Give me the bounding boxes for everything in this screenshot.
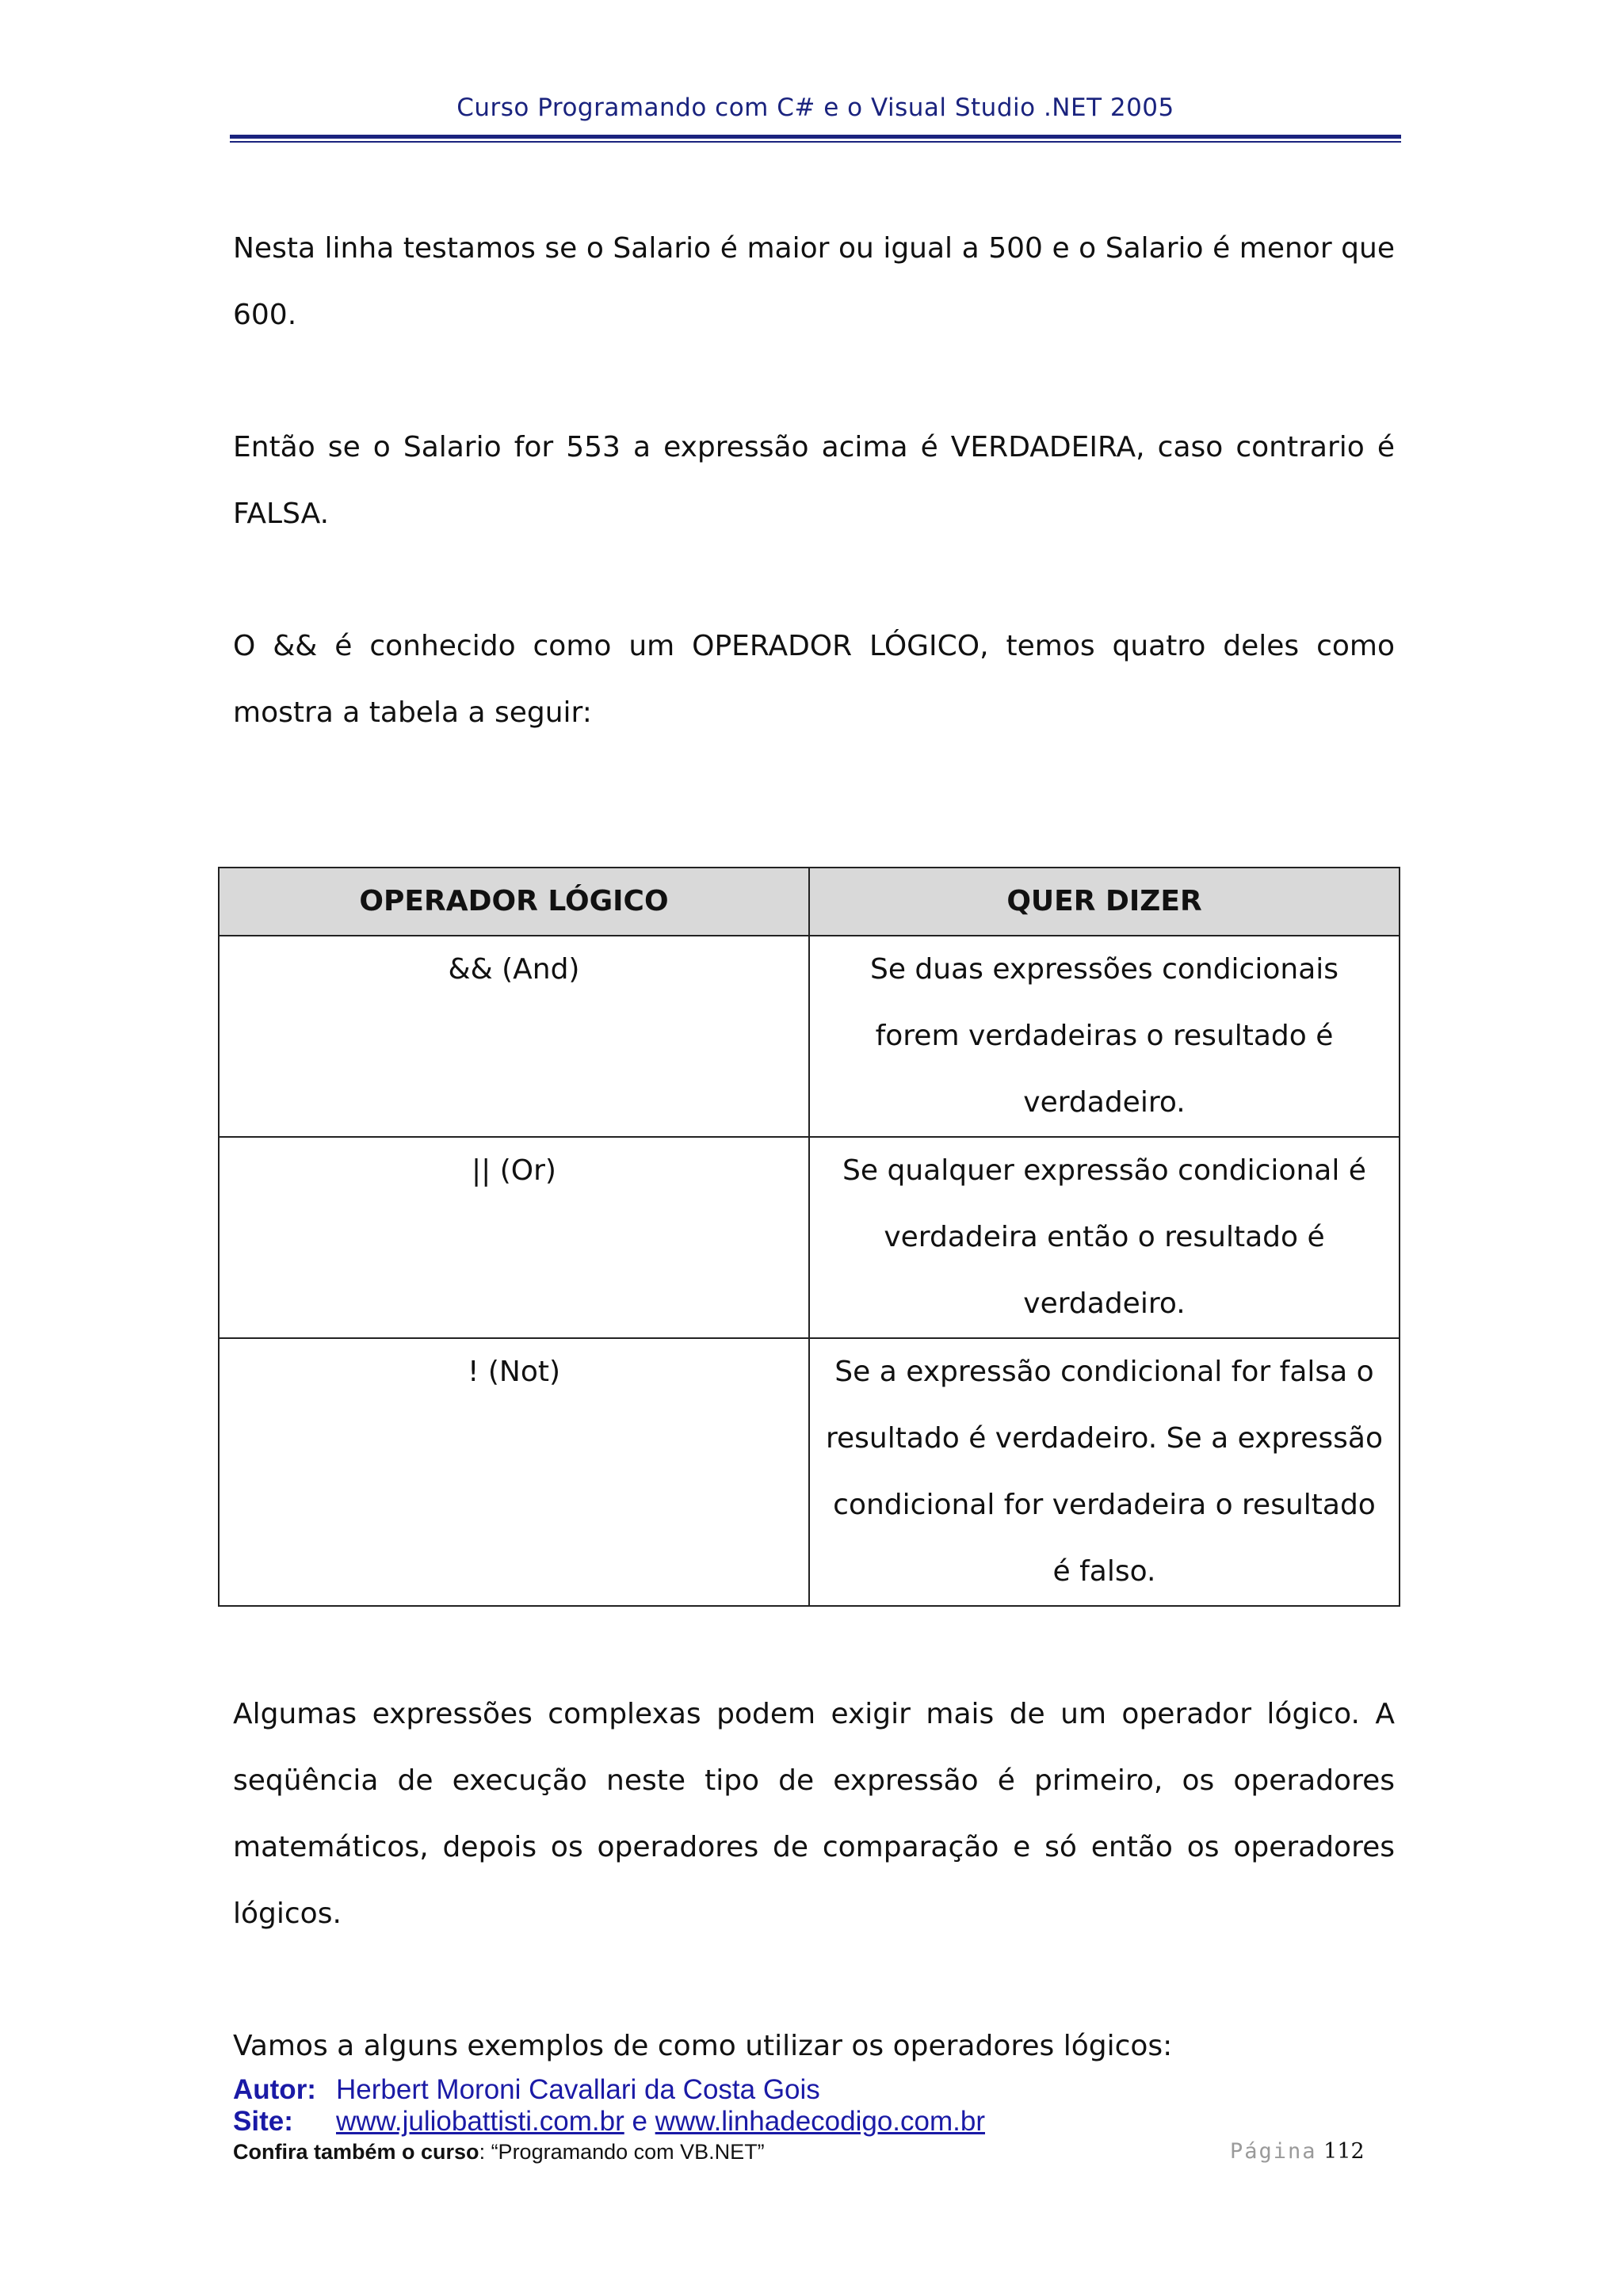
paragraph-evaluation-order: Algumas expressões complexas podem exigir mais de um operador lógico. A seqüência de execução neste tipo de expressão é primeiro, os operadores matemáticos, depois os operadores de comparação e só então os operadores lógicos. [233,1698,1395,1930]
site-link-juliobattisti[interactable]: www.juliobattisti.com.br [336,2106,624,2137]
cell-operator-or: || (Or) [219,1137,809,1338]
cell-meaning-not: Se a expressão condicional for falsa o resultado é verdadeiro. Se a expressão condicional for verdadeira o resultado é falso. [809,1338,1400,1606]
column-header-operator: OPERADOR LÓGICO [219,868,809,936]
cell-meaning-and: Se duas expressões condicionais forem verdadeiras o resultado é verdadeiro. [809,936,1400,1137]
table-row [219,1137,1400,1338]
paragraph-examples-intro: Vamos a alguns exemplos de como utilizar os operadores lógicos: [233,2030,1173,2062]
header-rule-thin [230,141,1401,143]
footer-also-course [233,2140,765,2164]
paragraph-salary-range: Nesta linha testamos se o Salario é maior ou igual a 500 e o Salario é menor que 600. [233,232,1395,331]
page-number-value: 112 [1323,2139,1365,2164]
author-name: Herbert Moroni Cavallari da Costa Gois [336,2074,820,2105]
also-course-label: Confira também o curso [233,2140,479,2164]
site-label: Site: [233,2106,293,2137]
cell-meaning-or: Se qualquer expressão condicional é verdadeira então o resultado é verdadeiro. [809,1137,1400,1338]
table-row [219,936,1400,1137]
cell-operator-not: ! (Not) [219,1338,809,1606]
site-connector: e [632,2106,647,2137]
header-rule-thick [230,135,1401,139]
footer-author [233,2074,820,2106]
column-header-meaning: QUER DIZER [809,868,1400,936]
author-label: Autor: [233,2074,316,2105]
paragraph-salary-example: Então se o Salario for 553 a expressão acima é VERDADEIRA, caso contrario é FALSA. [233,431,1395,530]
footer-site [233,2106,985,2138]
site-link-linhadecodigo[interactable]: www.linhadecodigo.com.br [655,2106,985,2137]
table-header-row [219,868,1400,936]
table-row [219,1338,1400,1606]
cell-operator-and: && (And) [219,936,809,1137]
page-number [1230,2139,1365,2164]
also-course-title: : “Programando com VB.NET” [479,2140,765,2164]
running-header: Curso Programando com C# e o Visual Studio .NET 2005 [456,93,1174,122]
logical-operators-table [218,867,1400,1607]
paragraph-logical-operator-intro: O && é conhecido como um OPERADOR LÓGICO, temos quatro deles como mostra a tabela a seguir: [233,630,1395,729]
page-word: Página [1230,2139,1317,2164]
